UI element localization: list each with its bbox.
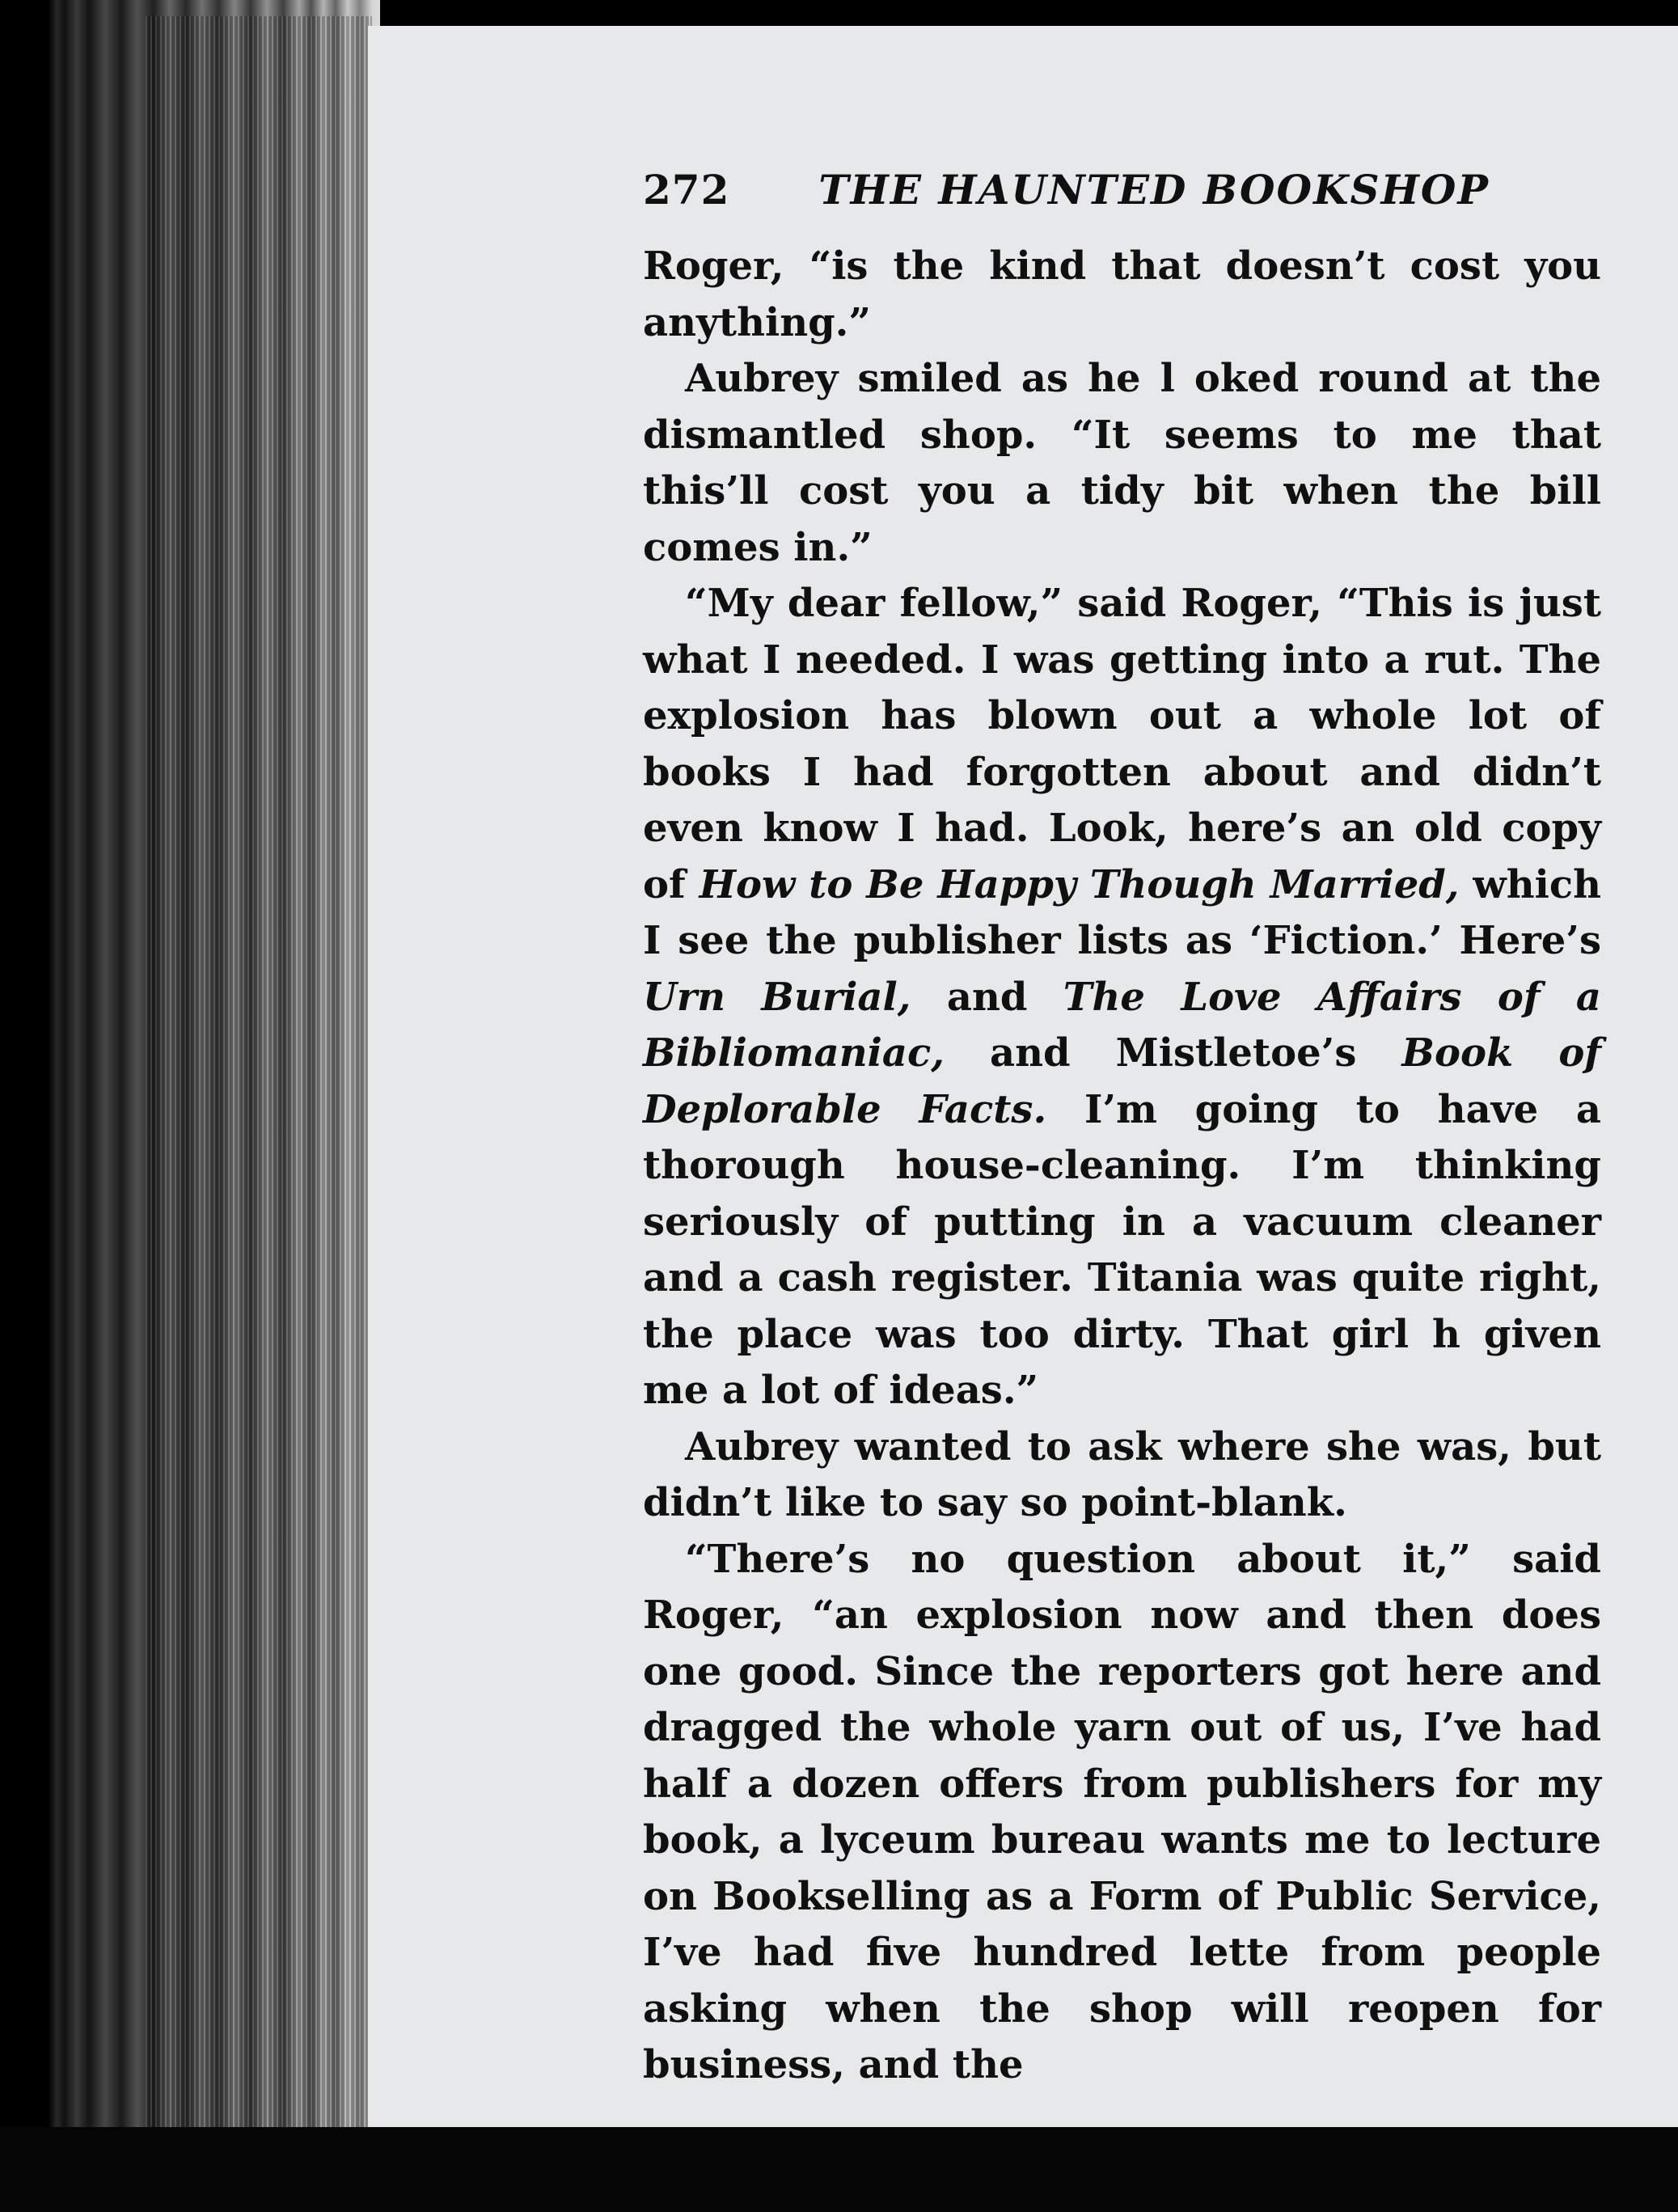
text-run: “There’s no question about it,” said Roger, “an explosion now and then does one good. Since the reporters got here and dragged the whole yarn out of us, I’ve had half a dozen offers from publishers for my book, a lyceum bureau wants me to lecture on Bookselling as a Form of Public Service, I’ve had five hundred lette from people asking when the shop will reopen for business, and the	[643, 1536, 1601, 2087]
text-run: and	[911, 974, 1063, 1020]
body-text	[643, 239, 1601, 2094]
book-title: THE HAUNTED BOOKSHOP	[818, 166, 1490, 214]
text-run: I’m going to have a thorough house-cleaning. I’m thinking seriously of putting in a vacuum cleaner and a cash register. Titania was quite right, the place was too dirty. That girl h given me a lot of ideas.”	[643, 1086, 1601, 1413]
text-run: Aubrey wanted to ask where she was, but didn’t like to say so point-blank.	[643, 1423, 1601, 1525]
italic-title-run: Urn Burial,	[643, 974, 911, 1020]
paragraph	[643, 1419, 1601, 1532]
page-number: 272	[643, 166, 730, 214]
italic-title-run: The Love Affairs of a Bibliomaniac,	[643, 974, 1602, 1076]
page-stack-lines	[146, 16, 372, 2135]
italic-title-run: Book of Deplorable Facts.	[643, 1030, 1601, 1132]
paragraph	[643, 351, 1601, 576]
scan-bottom-margin	[0, 2127, 1678, 2212]
paragraph	[643, 1532, 1601, 2094]
text-run: “My dear fellow,” said Roger, “This is just what I needed. I was getting into a rut. The explosion has blown out a whole lot of books I had forgotten about and didn’t even know I had. Look, here’s an old copy of	[643, 581, 1601, 907]
page-content	[643, 166, 1601, 2094]
text-run: and Mistletoe’s	[944, 1030, 1402, 1076]
text-run: Aubrey smiled as he l oked round at the dismantled shop. “It seems to me that this’ll cost you a tidy bit when the bill comes in.”	[643, 356, 1601, 570]
text-run: which I see the publisher lists as ‘Fiction.’ Here’s	[643, 861, 1602, 963]
italic-title-run: How to Be Happy Though Married,	[699, 861, 1460, 907]
running-head	[643, 166, 1601, 239]
paragraph	[643, 239, 1601, 351]
text-run: Roger, “is the kind that doesn’t cost you anything.”	[643, 243, 1601, 345]
paragraph	[643, 576, 1601, 1419]
